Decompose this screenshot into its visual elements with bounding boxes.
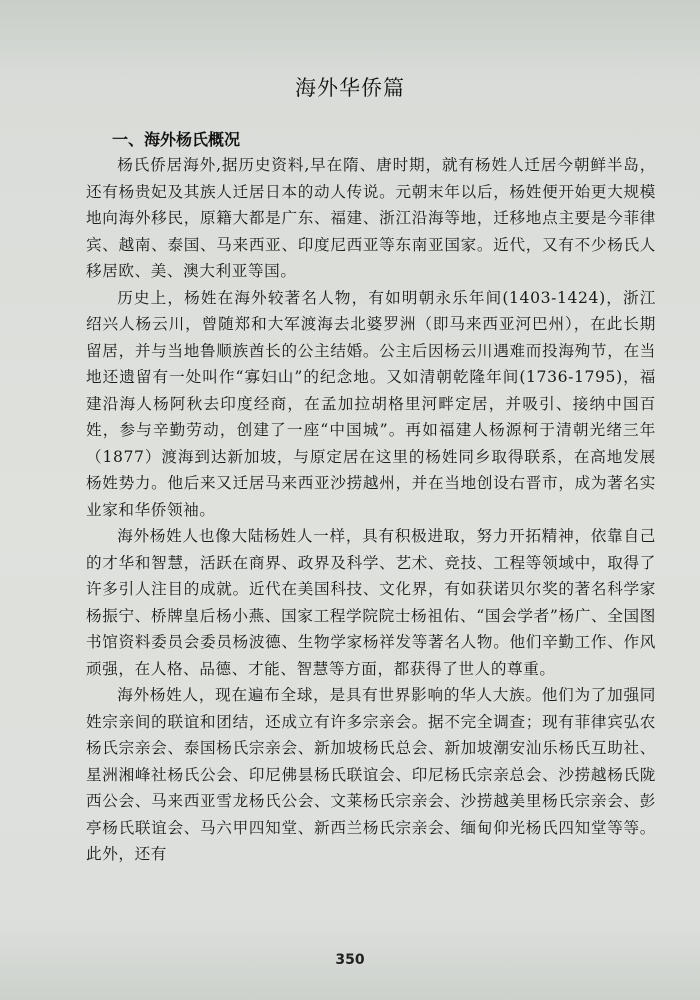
chapter-title: 海外华侨篇 (295, 76, 405, 100)
section-heading: 一、海外杨氏概况 (112, 130, 241, 149)
paragraph-achievements: 海外杨姓人也像大陆杨姓人一样，具有积极进取，努力开拓精神，依靠自己的才华和智慧，活跃在商界、政界及科学、艺术、竞技、工程等领域中，取得了许多引人注目的成就。近代在美国科技、文化界，有如获诺贝尔奖的著名科学家杨振宁、桥牌皇后杨小燕、国家工程学院院士杨祖佑、“国会学者”杨广、全国图书馆资料委员会委员杨波德、生物学家杨祥发等著名人物。他们辛勤工作、作风顽强，在人格、品德、才能、智慧等方面，都获得了世人的尊重。 (86, 527, 656, 678)
page-number: 350 (335, 952, 365, 968)
paragraph-clan-associations: 海外杨姓人，现在遍布全球，是具有世界影响的华人大族。他们为了加强同姓宗亲间的联谊和团结，还成立有许多宗亲会。据不完全调查；现有菲律宾弘农杨氏宗亲会、泰国杨氏宗亲会、新加坡杨氏总会、新加坡潮安汕乐杨氏互助社、星洲湘峰社杨氏公会、印尼佛昙杨氏联谊会、印尼杨氏宗亲总会、沙捞越杨氏陇西公会、马来西亚雪龙杨氏公会、文莱杨氏宗亲会、沙捞越美里杨氏宗亲会、彭亭杨氏联谊会、马六甲四知堂、新西兰杨氏宗亲会、缅甸仰光杨氏四知堂等等。此外，还有 (86, 686, 656, 863)
paragraph-history: 历史上，杨姓在海外较著名人物，有如明朝永乐年间(1403-1424)，浙江绍兴人杨云川，曾随郑和大军渡海去北婆罗洲（即马来西亚河巴州），在此长期留居，并与当地鲁顺族酋长的公主结婚。公主后因杨云川遇难而投海殉节，在当地还遗留有一处叫作“寡妇山”的纪念地。又如清朝乾隆年间(1736-1795)，福建沿海人杨阿秋去印度经商，在孟加拉胡格里河畔定居，并吸引、接纳中国百姓，参与辛勤劳动，创建了一座“中国城”。再如福建人杨源柯于清朝光绪三年（1877）渡海到达新加坡，与原定居在这里的杨姓同乡取得联系，在高地发展杨姓势力。他后来又迁居马来西亚沙捞越州，并在当地创设右晋市，成为著名实业家和华侨领袖。 (86, 288, 656, 519)
paragraph-overview: 杨氏侨居海外,据历史资料,早在隋、唐时期，就有杨姓人迁居今朝鲜半岛，还有杨贵妃及其族人迁居日本的动人传说。元朝末年以后，杨姓便开始更大规模地向海外移民，原籍大都是广东、福建、浙江沿海等地，迁移地点主要是今菲律宾、越南、泰国、马来西亚、印度尼西亚等东南亚国家。近代，又有不少杨氏人移居欧、美、澳大利亚等国。 (86, 156, 656, 280)
body-text (86, 152, 656, 868)
